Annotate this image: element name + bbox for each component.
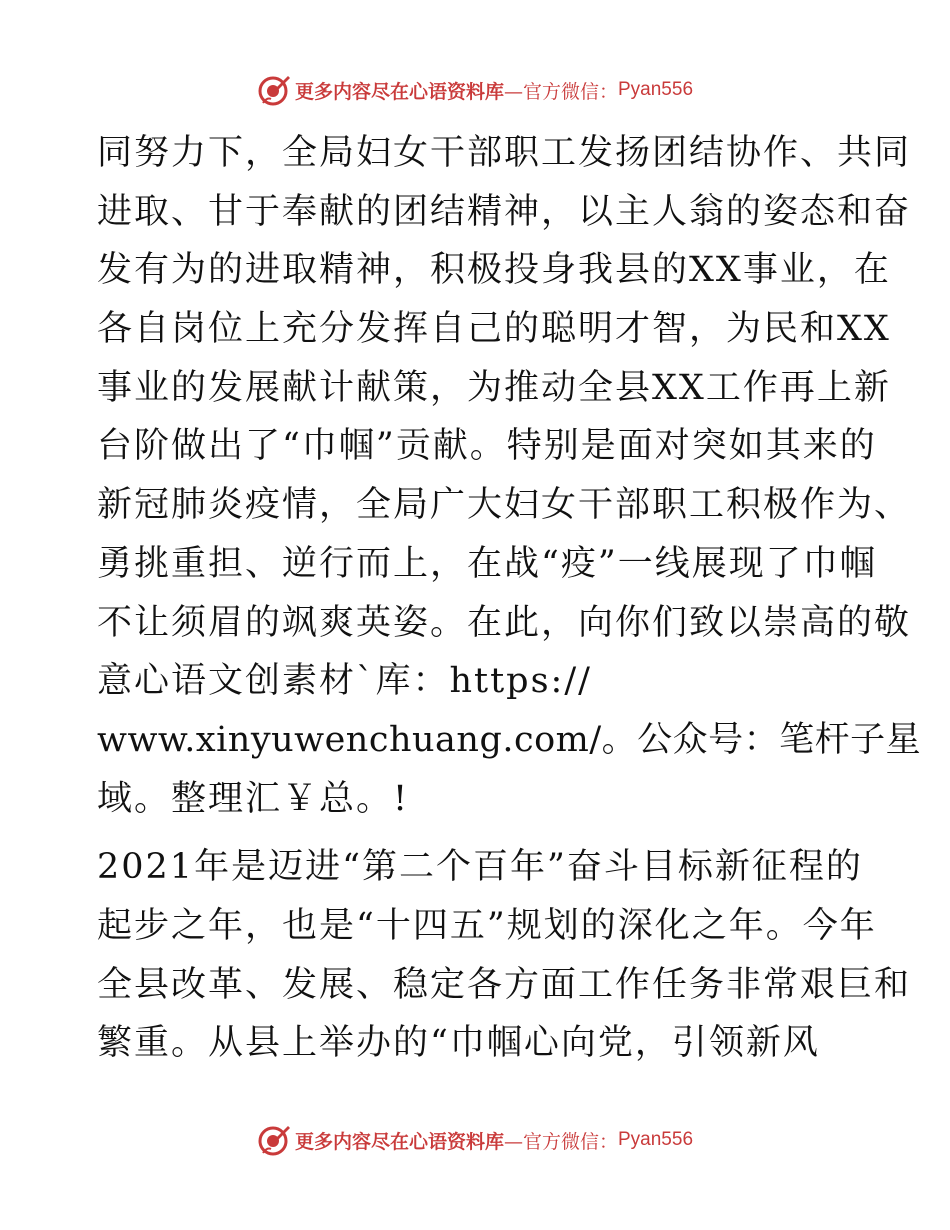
text-line: 域。整理汇￥总。! xyxy=(97,778,410,819)
text-line: 全县改革、发展、稳定各方面工作任务非常艰巨和 xyxy=(97,964,912,1005)
banner-main-text: 更多内容尽在心语资料库 xyxy=(294,80,504,103)
banner-main-text: 更多内容尽在心语资料库 xyxy=(294,1130,504,1153)
paragraph-2 xyxy=(97,838,912,1073)
text-line: 勇挑重担、逆行而上，在战“疫”一线展现了巾帼 xyxy=(97,543,877,584)
text-line: 起步之年，也是“十四五”规划的深化之年。今年 xyxy=(97,905,877,946)
text-line: 不让须眉的飒爽英姿。在此，向你们致以崇高的敬 xyxy=(97,602,912,643)
text-line: 新冠肺炎疫情，全局广大妇女干部职工积极作为、 xyxy=(97,485,912,526)
document-body xyxy=(97,124,922,1073)
banner-wechat-id: Pyan556 xyxy=(618,79,694,100)
pen-logo-icon xyxy=(257,1123,291,1157)
text-line: 发有为的进取精神，积极投身我县的XX事业，在 xyxy=(97,250,891,291)
text-line: 繁重。从县上举办的“巾帼心向党，引领新风 xyxy=(97,1023,820,1064)
text-line: www.xinyuwenchuang.com/。公众号：笔杆子星 xyxy=(97,719,922,760)
text-line: 进取、甘于奉献的团结精神，以主人翁的姿态和奋 xyxy=(97,191,912,232)
paragraph-1 xyxy=(97,124,922,828)
banner-official-label: —官方微信： xyxy=(503,1130,618,1153)
header-watermark-banner xyxy=(0,70,950,110)
pen-logo-icon xyxy=(257,73,291,107)
text-line: 事业的发展献计献策，为推动全县XX工作再上新 xyxy=(97,367,891,408)
banner-official-label: —官方微信： xyxy=(503,80,618,103)
text-line: 2021年是迈进“第二个百年”奋斗目标新征程的 xyxy=(97,847,863,888)
text-line: 同努力下，全局妇女干部职工发扬团结协作、共同 xyxy=(97,133,912,173)
footer-watermark-banner xyxy=(0,1120,950,1160)
banner-wechat-id: Pyan556 xyxy=(618,1129,694,1150)
text-line: 意心语文创素材`库：https:// xyxy=(97,661,592,702)
paragraph-spacer xyxy=(97,828,857,838)
text-line: 台阶做出了“巾帼”贡献。特别是面对突如其来的 xyxy=(97,426,877,467)
text-line: 各自岗位上充分发挥自己的聪明才智，为民和XX xyxy=(97,309,891,350)
